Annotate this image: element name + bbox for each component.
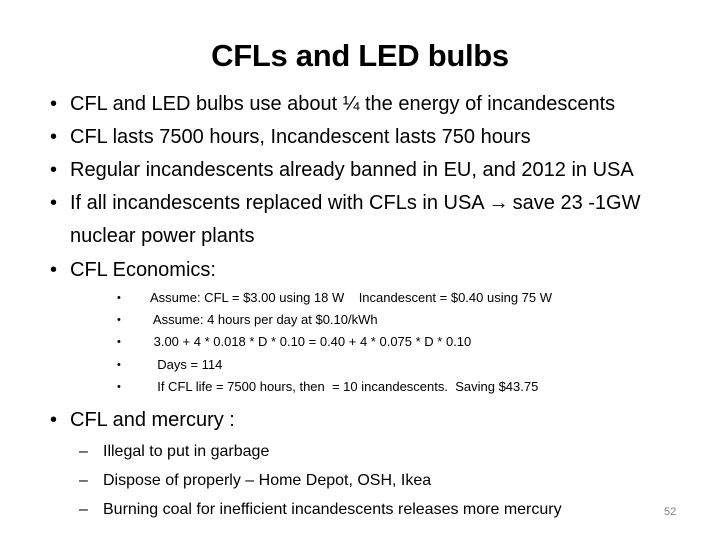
sub-bullet-marker: • bbox=[117, 314, 121, 326]
page-number: 52 bbox=[664, 506, 677, 518]
bullet-marker: • bbox=[50, 159, 58, 181]
bullet-text: Regular incandescents already banned in EU, and 2012 in USA bbox=[70, 159, 634, 181]
dash-marker: – bbox=[79, 472, 88, 489]
bullet-marker: • bbox=[50, 192, 58, 214]
bullet-text: CFL lasts 7500 hours, Incandescent lasts 750 hours bbox=[70, 126, 531, 148]
sub-bullet-marker: • bbox=[117, 359, 121, 371]
mercury-item-text: Dispose of properly – Home Depot, OSH, Ikea bbox=[103, 472, 432, 489]
sub-bullet-marker: • bbox=[117, 292, 121, 304]
bullet-marker: • bbox=[50, 126, 58, 148]
bullet-text-before: If all incandescents replaced with CFLs in USA bbox=[70, 192, 485, 214]
sub-bullet-text: Assume: CFL = $3.00 using 18 W Incandescent = $0.40 using 75 W bbox=[150, 290, 553, 305]
bullet-marker: • bbox=[50, 409, 58, 431]
sub-bullet-text: Assume: 4 hours per day at $0.10/kWh bbox=[150, 312, 378, 327]
arrow-right-icon: → bbox=[488, 192, 509, 214]
sub-bullet-marker: • bbox=[117, 336, 121, 348]
mercury-item-text: Burning coal for inefficient incandescents releases more mercury bbox=[103, 501, 562, 518]
dash-marker: – bbox=[79, 443, 88, 460]
bullet-marker: • bbox=[50, 93, 58, 115]
bullet-text: CFL Economics: bbox=[70, 259, 216, 281]
bullet-marker: • bbox=[50, 259, 58, 281]
sub-bullet-text: If CFL life = 7500 hours, then = 10 incandescents. Saving $43.75 bbox=[150, 379, 539, 394]
slide-title: CFLs and LED bulbs bbox=[211, 38, 509, 73]
dash-marker: – bbox=[79, 501, 88, 518]
bullet-text bbox=[70, 189, 640, 217]
sub-bullet-marker: • bbox=[117, 381, 121, 393]
bullet-continuation-text: nuclear power plants bbox=[70, 225, 255, 247]
bullet-text: CFL and mercury : bbox=[70, 409, 235, 431]
mercury-item-text: Illegal to put in garbage bbox=[103, 443, 270, 460]
bullet-text-after: save 23 -1GW bbox=[512, 192, 641, 214]
bullet-text: CFL and LED bulbs use about ¼ the energy of incandescents bbox=[70, 93, 616, 115]
sub-bullet-text: Days = 114 bbox=[150, 357, 223, 372]
sub-bullet-text: 3.00 + 4 * 0.018 * D * 0.10 = 0.40 + 4 * 0.075 * D * 0.10 bbox=[150, 334, 472, 349]
